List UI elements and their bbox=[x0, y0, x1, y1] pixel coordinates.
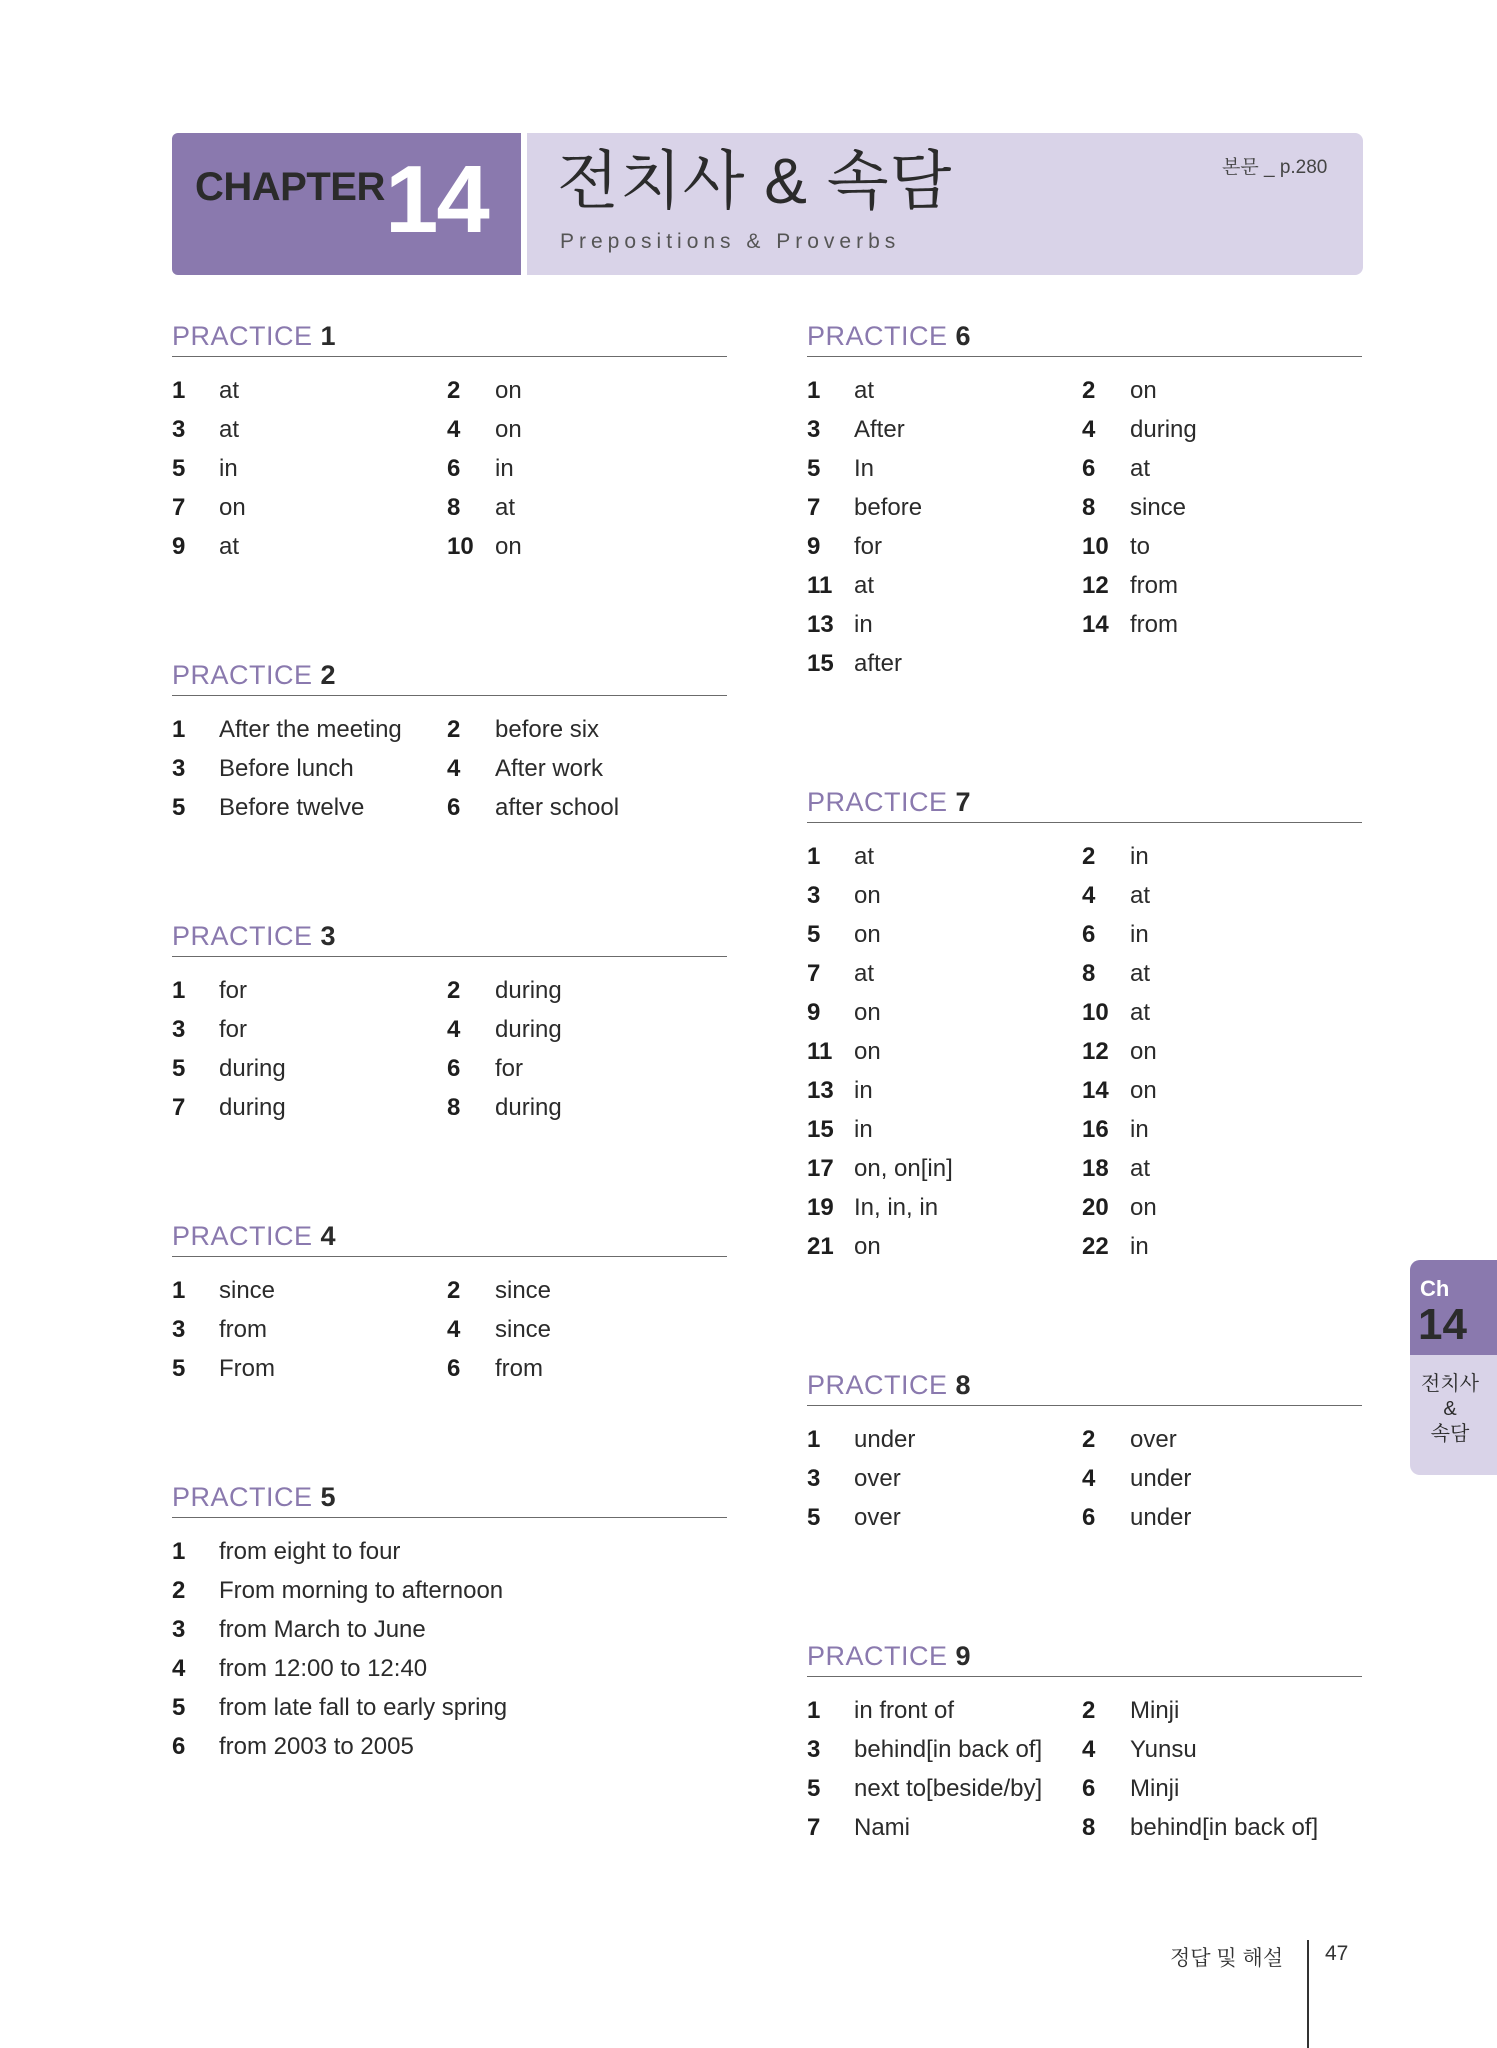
answer-text: on, on[in] bbox=[854, 1155, 953, 1182]
answer-number: 18 bbox=[1082, 1155, 1109, 1182]
answer-text: after school bbox=[495, 794, 620, 821]
answer-number: 6 bbox=[1082, 921, 1096, 948]
section-label: PRACTICE bbox=[807, 1641, 948, 1671]
answer-number: 1 bbox=[172, 716, 186, 743]
answer-text: Before twelve bbox=[219, 794, 365, 821]
answer-row bbox=[172, 1310, 727, 1349]
answer-number: 2 bbox=[1082, 1426, 1096, 1453]
answer-row bbox=[172, 1271, 727, 1310]
section-label: PRACTICE bbox=[807, 787, 948, 817]
answer-number: 16 bbox=[1082, 1116, 1109, 1143]
answer-number: 3 bbox=[807, 882, 821, 909]
answer-number: 1 bbox=[807, 1697, 821, 1724]
answer-text: on bbox=[854, 921, 881, 948]
answer-text: under bbox=[1130, 1465, 1192, 1492]
answer-row bbox=[807, 1691, 1362, 1730]
answer-row bbox=[807, 644, 1362, 683]
answer-text: at bbox=[219, 533, 240, 560]
answer-number: 4 bbox=[1082, 416, 1096, 443]
answer-number: 3 bbox=[807, 416, 821, 443]
answer-text: on bbox=[854, 1233, 881, 1260]
practice-6 bbox=[807, 316, 1362, 683]
answer-row bbox=[807, 410, 1362, 449]
footer-section-name: 정답 및 해설 bbox=[1170, 1947, 1284, 1970]
answer-row bbox=[807, 527, 1362, 566]
answer-text: from 2003 to 2005 bbox=[219, 1733, 414, 1760]
answer-row bbox=[172, 1088, 727, 1127]
answer-row bbox=[172, 1010, 727, 1049]
side-tab-label-line3: 속담 bbox=[1430, 1423, 1470, 1445]
answer-number: 6 bbox=[1082, 1504, 1096, 1531]
answer-text: in bbox=[1130, 1116, 1149, 1143]
answer-number: 2 bbox=[447, 977, 461, 1004]
side-tab-ch: Ch bbox=[1420, 1276, 1450, 1301]
answer-text: for bbox=[854, 533, 883, 560]
answer-number: 22 bbox=[1082, 1233, 1109, 1260]
answer-number: 3 bbox=[172, 416, 186, 443]
answer-text: since bbox=[495, 1316, 552, 1343]
answer-text: during bbox=[495, 1016, 562, 1043]
section-title bbox=[807, 1636, 1362, 1677]
answer-number: 2 bbox=[447, 716, 461, 743]
answer-row bbox=[807, 371, 1362, 410]
answer-number: 8 bbox=[1082, 960, 1096, 987]
answer-text: during bbox=[1130, 416, 1197, 443]
answer-text: since bbox=[219, 1277, 276, 1304]
answer-row bbox=[807, 1032, 1362, 1071]
answer-text: from bbox=[1130, 611, 1178, 638]
answer-row bbox=[172, 449, 727, 488]
answer-list bbox=[807, 1691, 1362, 1847]
section-label: PRACTICE bbox=[172, 660, 313, 690]
answer-row bbox=[807, 876, 1362, 915]
answer-row bbox=[172, 749, 727, 788]
answer-text: from eight to four bbox=[219, 1538, 401, 1565]
answer-row bbox=[172, 1727, 727, 1766]
answer-row bbox=[807, 837, 1362, 876]
answer-number: 11 bbox=[807, 1038, 833, 1065]
answer-number: 6 bbox=[447, 1355, 461, 1382]
section-number: 2 bbox=[320, 660, 337, 690]
answer-text: After the meeting bbox=[219, 716, 402, 743]
answer-row bbox=[172, 1349, 727, 1388]
section-number: 4 bbox=[320, 1221, 337, 1251]
page-number: 47 bbox=[1325, 1942, 1349, 1965]
answer-number: 10 bbox=[447, 533, 474, 560]
answer-number: 5 bbox=[172, 1355, 186, 1382]
answer-row bbox=[172, 710, 727, 749]
section-number: 7 bbox=[955, 787, 972, 817]
section-title bbox=[172, 1216, 727, 1257]
answer-text: at bbox=[854, 843, 875, 870]
answer-number: 4 bbox=[1082, 1736, 1096, 1763]
side-tab-label-line2: & bbox=[1443, 1398, 1457, 1420]
answer-text: After bbox=[854, 416, 905, 443]
section-number: 8 bbox=[955, 1370, 972, 1400]
answer-row bbox=[807, 1420, 1362, 1459]
answer-number: 2 bbox=[1082, 843, 1096, 870]
section-number: 1 bbox=[320, 321, 337, 351]
answer-row bbox=[807, 1769, 1362, 1808]
answer-text: during bbox=[219, 1094, 286, 1121]
answer-text: In, in, in bbox=[854, 1194, 939, 1221]
answer-row bbox=[172, 371, 727, 410]
answer-text: during bbox=[219, 1055, 286, 1082]
answer-text: behind[in back of] bbox=[854, 1736, 1043, 1763]
answer-list bbox=[807, 837, 1362, 1266]
practice-5 bbox=[172, 1477, 727, 1766]
chapter-side-tab[interactable] bbox=[1410, 1260, 1497, 1475]
answer-number: 1 bbox=[807, 843, 821, 870]
chapter-label: CHAPTER bbox=[195, 165, 385, 209]
answer-text: from bbox=[219, 1316, 267, 1343]
answer-text: during bbox=[495, 1094, 562, 1121]
answer-row bbox=[807, 1188, 1362, 1227]
answer-number: 1 bbox=[807, 377, 821, 404]
answer-text: in bbox=[1130, 1233, 1149, 1260]
answer-text: Minji bbox=[1130, 1775, 1180, 1802]
answer-row bbox=[807, 915, 1362, 954]
answer-text: in bbox=[495, 455, 514, 482]
answer-row bbox=[807, 1808, 1362, 1847]
answer-row bbox=[807, 1110, 1362, 1149]
side-tab-label-line1: 전치사 bbox=[1421, 1373, 1479, 1395]
answer-number: 4 bbox=[447, 1016, 461, 1043]
answer-number: 6 bbox=[447, 794, 461, 821]
answer-text: at bbox=[854, 377, 875, 404]
page-reference: 본문 _ p.280 bbox=[1222, 157, 1328, 178]
answer-number: 7 bbox=[807, 1814, 821, 1841]
answer-row bbox=[172, 1649, 727, 1688]
answer-number: 9 bbox=[172, 533, 186, 560]
answer-number: 5 bbox=[172, 1694, 186, 1721]
answer-number: 4 bbox=[447, 755, 461, 782]
answer-number: 6 bbox=[1082, 1775, 1096, 1802]
answer-text: at bbox=[219, 416, 240, 443]
answer-number: 3 bbox=[172, 1016, 186, 1043]
answer-text: In bbox=[854, 455, 875, 482]
section-title bbox=[172, 1477, 727, 1518]
answer-number: 6 bbox=[447, 1055, 461, 1082]
answer-text: to bbox=[1130, 533, 1151, 560]
answer-number: 7 bbox=[807, 494, 821, 521]
answer-text: on bbox=[495, 416, 522, 443]
answer-number: 15 bbox=[807, 1116, 834, 1143]
answer-number: 10 bbox=[1082, 999, 1109, 1026]
answer-text: in bbox=[854, 611, 873, 638]
answer-number: 7 bbox=[172, 494, 186, 521]
section-title bbox=[172, 316, 727, 357]
answer-row bbox=[172, 410, 727, 449]
answer-text: at bbox=[854, 960, 875, 987]
section-title bbox=[807, 316, 1362, 357]
answer-text: for bbox=[219, 1016, 248, 1043]
answer-text: over bbox=[1130, 1426, 1177, 1453]
answer-text: over bbox=[854, 1465, 901, 1492]
answer-number: 1 bbox=[807, 1426, 821, 1453]
answer-text: on bbox=[854, 882, 881, 909]
answer-text: on bbox=[495, 533, 522, 560]
section-title bbox=[172, 655, 727, 696]
answer-number: 8 bbox=[1082, 1814, 1096, 1841]
practice-8 bbox=[807, 1365, 1362, 1537]
answer-row bbox=[172, 1571, 727, 1610]
answer-text: on bbox=[219, 494, 246, 521]
answer-number: 1 bbox=[172, 977, 186, 1004]
answer-text: at bbox=[1130, 960, 1151, 987]
answer-text: in bbox=[1130, 921, 1149, 948]
answer-text: Yunsu bbox=[1130, 1736, 1197, 1763]
answer-row bbox=[172, 788, 727, 827]
section-title bbox=[807, 1365, 1362, 1406]
answer-number: 5 bbox=[807, 455, 821, 482]
answer-text: from March to June bbox=[219, 1616, 426, 1643]
answer-number: 2 bbox=[447, 377, 461, 404]
answer-row bbox=[172, 1688, 727, 1727]
answer-number: 5 bbox=[172, 1055, 186, 1082]
answer-text: Nami bbox=[854, 1814, 911, 1841]
answer-text: at bbox=[854, 572, 875, 599]
answer-number: 4 bbox=[447, 1316, 461, 1343]
answer-text: on bbox=[854, 1038, 881, 1065]
answer-number: 4 bbox=[1082, 882, 1096, 909]
section-number: 5 bbox=[320, 1482, 337, 1512]
answer-number: 6 bbox=[172, 1733, 186, 1760]
section-title bbox=[172, 916, 727, 957]
answer-number: 4 bbox=[1082, 1465, 1096, 1492]
answer-text: on bbox=[1130, 1194, 1157, 1221]
answer-row bbox=[172, 1049, 727, 1088]
answer-list bbox=[172, 1271, 727, 1388]
answer-row bbox=[172, 488, 727, 527]
answer-text: from bbox=[495, 1355, 543, 1382]
answer-number: 9 bbox=[807, 533, 821, 560]
answer-row bbox=[807, 566, 1362, 605]
answer-text: at bbox=[1130, 882, 1151, 909]
answer-row bbox=[807, 1730, 1362, 1769]
answer-number: 7 bbox=[807, 960, 821, 987]
answer-number: 2 bbox=[172, 1577, 186, 1604]
section-label: PRACTICE bbox=[807, 321, 948, 351]
answer-number: 2 bbox=[447, 1277, 461, 1304]
answer-text: before bbox=[854, 494, 923, 521]
answer-text: before six bbox=[495, 716, 600, 743]
answer-text: since bbox=[495, 1277, 552, 1304]
answer-number: 14 bbox=[1082, 611, 1109, 638]
answer-row bbox=[807, 449, 1362, 488]
section-label: PRACTICE bbox=[172, 921, 313, 951]
answer-number: 4 bbox=[172, 1655, 186, 1682]
answer-text: at bbox=[495, 494, 516, 521]
answer-list bbox=[807, 1420, 1362, 1537]
answer-text: at bbox=[219, 377, 240, 404]
answer-text: in bbox=[854, 1077, 873, 1104]
answer-number: 2 bbox=[1082, 377, 1096, 404]
answer-number: 12 bbox=[1082, 1038, 1109, 1065]
practice-2 bbox=[172, 655, 727, 827]
answer-row bbox=[807, 954, 1362, 993]
answer-text: at bbox=[1130, 999, 1151, 1026]
answer-text: on bbox=[854, 999, 881, 1026]
chapter-title: 전치사 & 속담 bbox=[557, 145, 953, 217]
answer-number: 17 bbox=[807, 1155, 834, 1182]
answer-text: on bbox=[1130, 1038, 1157, 1065]
answer-number: 5 bbox=[807, 1775, 821, 1802]
answer-text: next to[beside/by] bbox=[854, 1775, 1043, 1802]
answer-text: for bbox=[495, 1055, 524, 1082]
answer-number: 19 bbox=[807, 1194, 834, 1221]
answer-number: 3 bbox=[807, 1465, 821, 1492]
answer-text: under bbox=[854, 1426, 916, 1453]
answer-number: 8 bbox=[447, 1094, 461, 1121]
answer-text: under bbox=[1130, 1504, 1192, 1531]
practice-7 bbox=[807, 782, 1362, 1266]
answer-text: during bbox=[495, 977, 562, 1004]
answer-number: 1 bbox=[172, 377, 186, 404]
answer-row bbox=[807, 605, 1362, 644]
answer-number: 9 bbox=[807, 999, 821, 1026]
answer-text: from late fall to early spring bbox=[219, 1694, 508, 1721]
answer-number: 5 bbox=[807, 1504, 821, 1531]
answer-number: 13 bbox=[807, 1077, 834, 1104]
section-label: PRACTICE bbox=[172, 1221, 313, 1251]
answer-row bbox=[807, 488, 1362, 527]
answer-number: 10 bbox=[1082, 533, 1109, 560]
practice-9 bbox=[807, 1636, 1362, 1847]
answer-number: 1 bbox=[172, 1538, 186, 1565]
answer-text: in bbox=[1130, 843, 1149, 870]
chapter-number: 14 bbox=[385, 146, 488, 253]
practice-3 bbox=[172, 916, 727, 1127]
answer-text: From morning to afternoon bbox=[219, 1577, 504, 1604]
answer-number: 11 bbox=[807, 572, 833, 599]
answer-number: 3 bbox=[807, 1736, 821, 1763]
answer-row bbox=[172, 1610, 727, 1649]
answer-text: for bbox=[219, 977, 248, 1004]
answer-text: in bbox=[854, 1116, 873, 1143]
answer-row bbox=[807, 1071, 1362, 1110]
answer-row bbox=[172, 1532, 727, 1571]
answer-text: after bbox=[854, 650, 903, 677]
practice-1 bbox=[172, 316, 727, 566]
answer-text: on bbox=[1130, 377, 1157, 404]
answer-number: 3 bbox=[172, 755, 186, 782]
practice-4 bbox=[172, 1216, 727, 1388]
side-tab-number: 14 bbox=[1418, 1300, 1467, 1349]
answer-number: 21 bbox=[807, 1233, 834, 1260]
answer-number: 12 bbox=[1082, 572, 1109, 599]
answer-text: behind[in back of] bbox=[1130, 1814, 1319, 1841]
answer-text: at bbox=[1130, 1155, 1151, 1182]
answer-text: in bbox=[219, 455, 238, 482]
answer-text: over bbox=[854, 1504, 901, 1531]
answer-number: 2 bbox=[1082, 1697, 1096, 1724]
answer-row bbox=[807, 1498, 1362, 1537]
answer-number: 6 bbox=[1082, 455, 1096, 482]
answer-number: 6 bbox=[447, 455, 461, 482]
answer-number: 8 bbox=[1082, 494, 1096, 521]
answer-list bbox=[172, 371, 727, 566]
answer-number: 15 bbox=[807, 650, 834, 677]
answer-number: 5 bbox=[172, 455, 186, 482]
answer-text: Minji bbox=[1130, 1697, 1180, 1724]
answer-text: on bbox=[1130, 1077, 1157, 1104]
answer-row bbox=[172, 527, 727, 566]
answer-text: After work bbox=[495, 755, 604, 782]
answer-row bbox=[807, 1227, 1362, 1266]
answer-number: 20 bbox=[1082, 1194, 1109, 1221]
answer-row bbox=[807, 1459, 1362, 1498]
answer-number: 3 bbox=[172, 1316, 186, 1343]
footer-divider bbox=[1307, 1940, 1309, 2048]
answer-text: at bbox=[1130, 455, 1151, 482]
answer-text: from bbox=[1130, 572, 1178, 599]
section-number: 9 bbox=[955, 1641, 972, 1671]
section-label: PRACTICE bbox=[172, 1482, 313, 1512]
answer-text: in front of bbox=[854, 1697, 955, 1724]
answer-number: 1 bbox=[172, 1277, 186, 1304]
section-label: PRACTICE bbox=[172, 321, 313, 351]
answer-row bbox=[807, 1149, 1362, 1188]
answer-number: 7 bbox=[172, 1094, 186, 1121]
answer-number: 4 bbox=[447, 416, 461, 443]
answer-row bbox=[172, 971, 727, 1010]
answer-list bbox=[172, 971, 727, 1127]
section-number: 6 bbox=[955, 321, 972, 351]
answer-number: 8 bbox=[447, 494, 461, 521]
answer-list bbox=[807, 371, 1362, 683]
answer-number: 3 bbox=[172, 1616, 186, 1643]
answer-text: since bbox=[1130, 494, 1187, 521]
answer-text: on bbox=[495, 377, 522, 404]
answer-text: Before lunch bbox=[219, 755, 354, 782]
answer-list bbox=[172, 1532, 727, 1766]
answer-number: 13 bbox=[807, 611, 834, 638]
section-number: 3 bbox=[320, 921, 337, 951]
answer-number: 5 bbox=[807, 921, 821, 948]
side-tab-label bbox=[1410, 1372, 1490, 1447]
answer-row bbox=[807, 993, 1362, 1032]
answer-list bbox=[172, 710, 727, 827]
answer-number: 14 bbox=[1082, 1077, 1109, 1104]
section-label: PRACTICE bbox=[807, 1370, 948, 1400]
chapter-subtitle: Prepositions & Proverbs bbox=[560, 230, 901, 253]
answer-text: From bbox=[219, 1355, 275, 1382]
answer-text: from 12:00 to 12:40 bbox=[219, 1655, 428, 1682]
answer-number: 5 bbox=[172, 794, 186, 821]
section-title bbox=[807, 782, 1362, 823]
